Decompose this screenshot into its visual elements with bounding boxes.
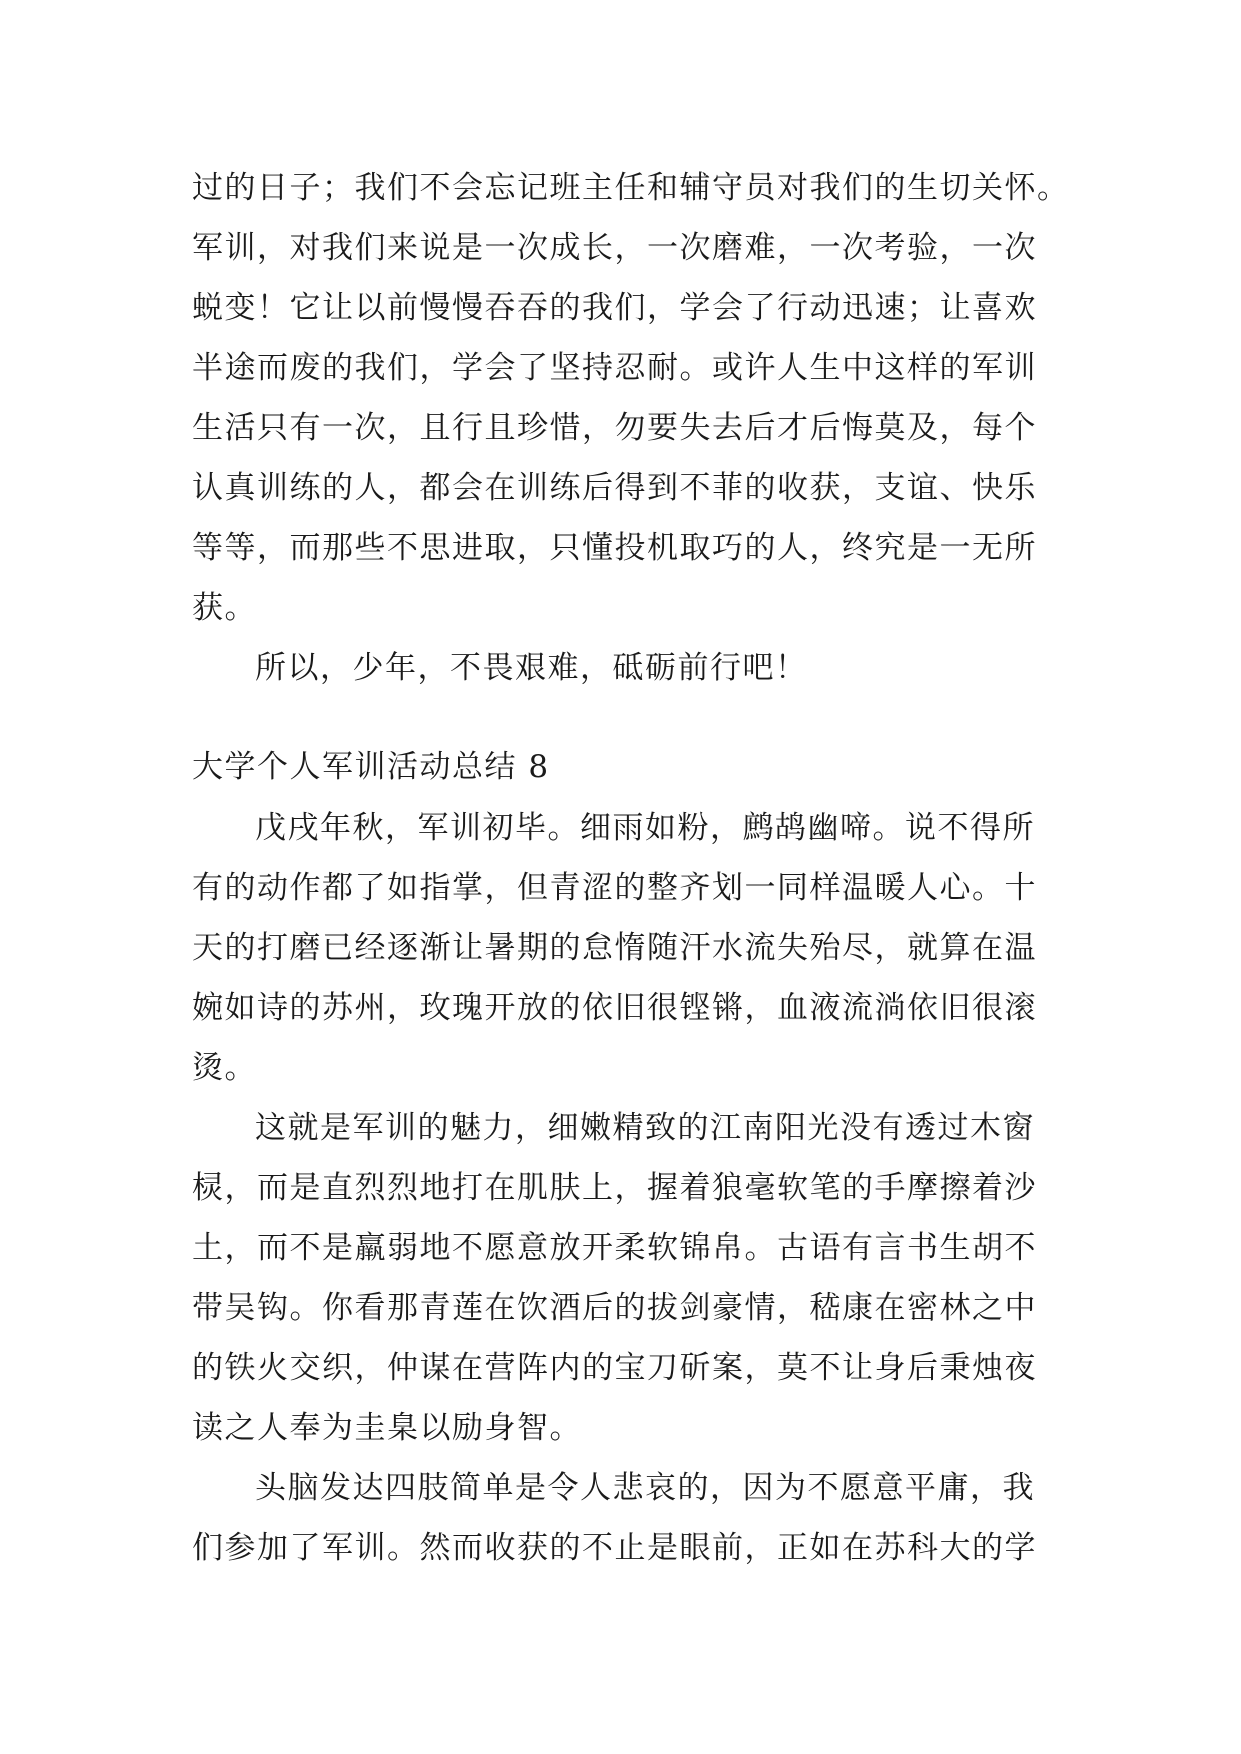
text-line: 军训，对我们来说是一次成长，一次磨难，一次考验，一次 xyxy=(192,230,1037,266)
text-line: 们参加了军训。然而收获的不止是眼前，正如在苏科大的学 xyxy=(192,1530,1037,1566)
text-line: 读之人奉为圭臬以励身智。 xyxy=(192,1410,582,1446)
text-line: 有的动作都了如指掌，但青涩的整齐划一同样温暖人心。十 xyxy=(192,870,1037,906)
text-line: 的铁火交织，仲谋在营阵内的宝刀斫案，莫不让身后秉烛夜 xyxy=(192,1350,1037,1386)
text-line: 土，而不是羸弱地不愿意放开柔软锦帛。古语有言书生胡不 xyxy=(192,1230,1037,1266)
text-line: 天的打磨已经逐渐让暑期的怠惰随汗水流失殆尽，就算在温 xyxy=(192,930,1037,966)
text-line: 头脑发达四肢简单是令人悲哀的，因为不愿意平庸，我 xyxy=(255,1470,1035,1506)
section-heading: 大学个人军训活动总结 8 xyxy=(192,749,550,785)
text-line: 戊戌年秋，军训初毕。细雨如粉，鹧鸪幽啼。说不得所 xyxy=(255,810,1035,846)
text-line: 半途而废的我们，学会了坚持忍耐。或许人生中这样的军训 xyxy=(192,350,1037,386)
text-line: 蜕变！它让以前慢慢吞吞的我们，学会了行动迅速；让喜欢 xyxy=(192,290,1037,326)
text-line: 等等，而那些不思进取，只懂投机取巧的人，终究是一无所 xyxy=(192,530,1037,566)
text-line: 棂，而是直烈烈地打在肌肤上，握着狼毫软笔的手摩擦着沙 xyxy=(192,1170,1037,1206)
text-line: 获。 xyxy=(192,590,257,626)
text-line: 带吴钩。你看那青莲在饮酒后的拔剑豪情，嵇康在密林之中 xyxy=(192,1290,1037,1326)
text-line: 认真训练的人，都会在训练后得到不菲的收获，支谊、快乐 xyxy=(192,470,1037,506)
text-line: 所以，少年，不畏艰难，砥砺前行吧！ xyxy=(255,650,808,686)
text-line: 过的日子；我们不会忘记班主任和辅守员对我们的生切关怀。 xyxy=(192,170,1070,206)
text-line: 生活只有一次，且行且珍惜，勿要失去后才后悔莫及，每个 xyxy=(192,410,1037,446)
text-line: 婉如诗的苏州，玫瑰开放的依旧很铿锵，血液流淌依旧很滚 xyxy=(192,990,1037,1026)
text-line: 烫。 xyxy=(192,1050,257,1086)
text-line: 这就是军训的魅力，细嫩精致的江南阳光没有透过木窗 xyxy=(255,1110,1035,1146)
